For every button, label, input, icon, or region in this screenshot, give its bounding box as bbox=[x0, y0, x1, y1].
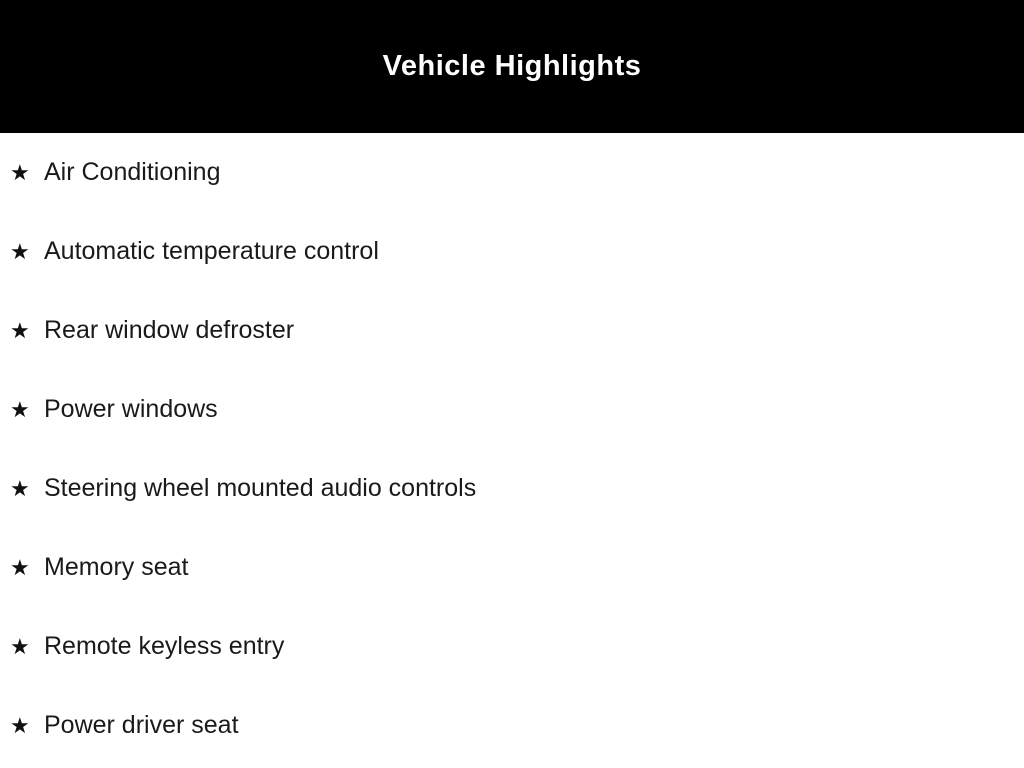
list-item bbox=[0, 370, 1024, 449]
page-title: Vehicle Highlights bbox=[382, 50, 642, 82]
feature-label: Memory seat bbox=[44, 553, 189, 581]
star-icon: ★ bbox=[10, 554, 30, 580]
star-icon: ★ bbox=[10, 475, 30, 501]
header-bar bbox=[0, 0, 1024, 133]
list-item bbox=[0, 449, 1024, 528]
list-item bbox=[0, 686, 1024, 765]
feature-label: Power windows bbox=[44, 395, 218, 423]
feature-label: Steering wheel mounted audio controls bbox=[44, 474, 477, 502]
star-icon: ★ bbox=[10, 633, 30, 659]
list-item bbox=[0, 133, 1024, 212]
list-item bbox=[0, 212, 1024, 291]
feature-label: Remote keyless entry bbox=[44, 632, 285, 660]
star-icon: ★ bbox=[10, 317, 30, 343]
star-icon: ★ bbox=[10, 396, 30, 422]
star-icon: ★ bbox=[10, 159, 30, 185]
feature-label: Air Conditioning bbox=[44, 158, 221, 186]
feature-label: Automatic temperature control bbox=[44, 237, 379, 265]
list-item bbox=[0, 607, 1024, 686]
feature-label: Power driver seat bbox=[44, 711, 239, 739]
list-item bbox=[0, 291, 1024, 370]
list-item bbox=[0, 528, 1024, 607]
vehicle-highlights-list bbox=[0, 133, 1024, 765]
feature-label: Rear window defroster bbox=[44, 316, 295, 344]
star-icon: ★ bbox=[10, 238, 30, 264]
star-icon: ★ bbox=[10, 712, 30, 738]
